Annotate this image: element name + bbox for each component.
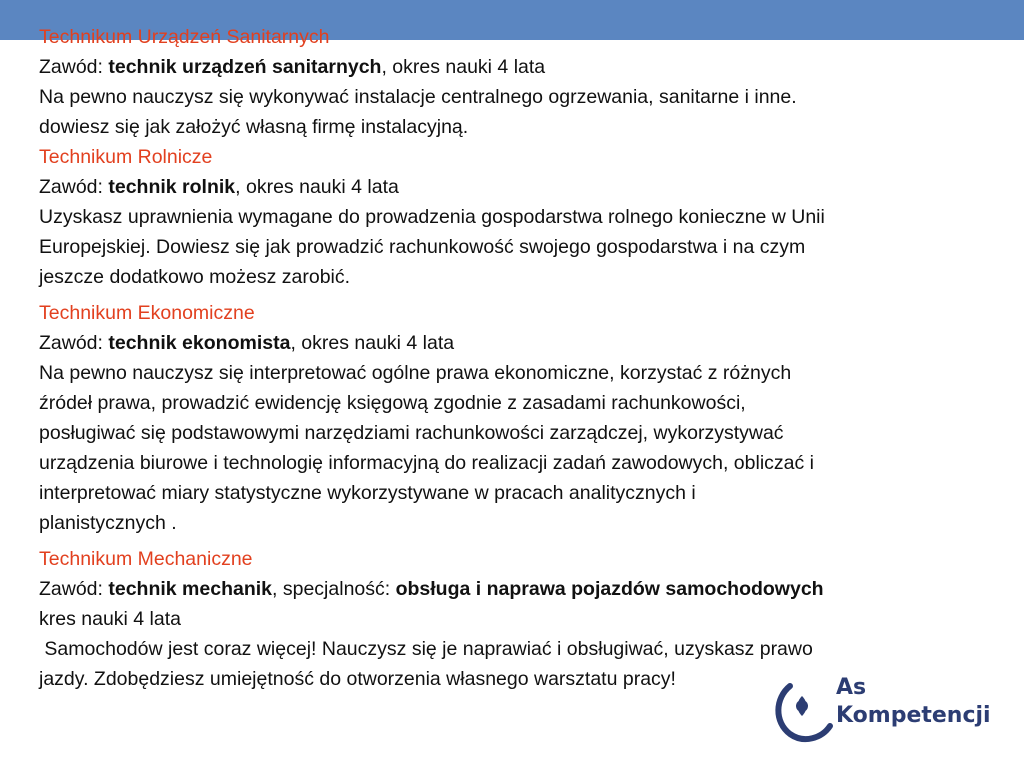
section-title: Technikum Rolnicze (39, 146, 213, 168)
description-line: Uzyskasz uprawnienia wymagane do prowadzenia gospodarstwa rolnego konieczne w Unii (39, 206, 825, 228)
profession-name: technik ekonomista (108, 332, 291, 354)
description-line: źródeł prawa, prowadzić ewidencję księgową zgodnie z zasadami rachunkowości, (39, 392, 746, 414)
description-line: Europejskiej. Dowiesz się jak prowadzić rachunkowość swojego gospodarstwa i na czym (39, 236, 806, 258)
slide-content (39, 22, 989, 694)
logo-emblem-icon (770, 672, 840, 747)
profession-duration: , okres nauki 4 lata (381, 56, 546, 78)
description-line: Na pewno nauczysz się interpretować ogólne prawa ekonomiczne, korzystać z różnych (39, 362, 792, 384)
profession-duration-line: kres nauki 4 lata (39, 608, 181, 630)
logo-line-2: Kompetencji (836, 703, 991, 728)
section-title: Technikum Ekonomiczne (39, 302, 255, 324)
profession-prefix: Zawód: (39, 578, 109, 600)
profession-specialty: obsługa i naprawa pojazdów samochodowych (395, 578, 824, 600)
profession-duration: , okres nauki 4 lata (290, 332, 455, 354)
profession-prefix: Zawód: (39, 176, 109, 198)
description-line: Na pewno nauczysz się wykonywać instalacje centralnego ogrzewania, sanitarne i inne. (39, 86, 797, 108)
section-title: Technikum Mechaniczne (39, 548, 253, 570)
profession-prefix: Zawód: (39, 56, 109, 78)
description-line: posługiwać się podstawowymi narzędziami rachunkowości zarządczej, wykorzystywać (39, 422, 784, 444)
profession-line (39, 328, 989, 358)
profession-specialty-label: , specjalność: (272, 578, 396, 600)
profession-name: technik rolnik (108, 176, 236, 198)
description-line: interpretować miary statystyczne wykorzystywane w pracach analitycznych i (39, 482, 696, 504)
description-line: jazdy. Zdobędziesz umiejętność do otworzenia własnego warsztatu pracy! (39, 668, 676, 690)
logo-line-1: As (836, 675, 867, 700)
profession-name: technik mechanik (108, 578, 273, 600)
section-title: Technikum Urządzeń Sanitarnych (39, 26, 330, 48)
description-line: planistycznych . (39, 512, 177, 534)
description-line: jeszcze dodatkowo możesz zarobić. (39, 266, 351, 288)
description-line: urządzenia biurowe i technologię informacyjną do realizacji zadań zawodowych, obliczać i (39, 452, 815, 474)
profession-duration: , okres nauki 4 lata (235, 176, 399, 198)
profession-line (39, 52, 989, 82)
logo-text (836, 674, 991, 730)
profession-name: technik urządzeń sanitarnych (108, 56, 382, 78)
profession-prefix: Zawód: (39, 332, 109, 354)
profession-line (39, 574, 989, 604)
profession-line (39, 172, 989, 202)
as-kompetencji-logo (770, 672, 1000, 747)
description-line: dowiesz się jak założyć własną firmę instalacyjną. (39, 116, 469, 138)
description-line: Samochodów jest coraz więcej! Nauczysz się je naprawiać i obsługiwać, uzyskasz prawo (39, 638, 813, 660)
